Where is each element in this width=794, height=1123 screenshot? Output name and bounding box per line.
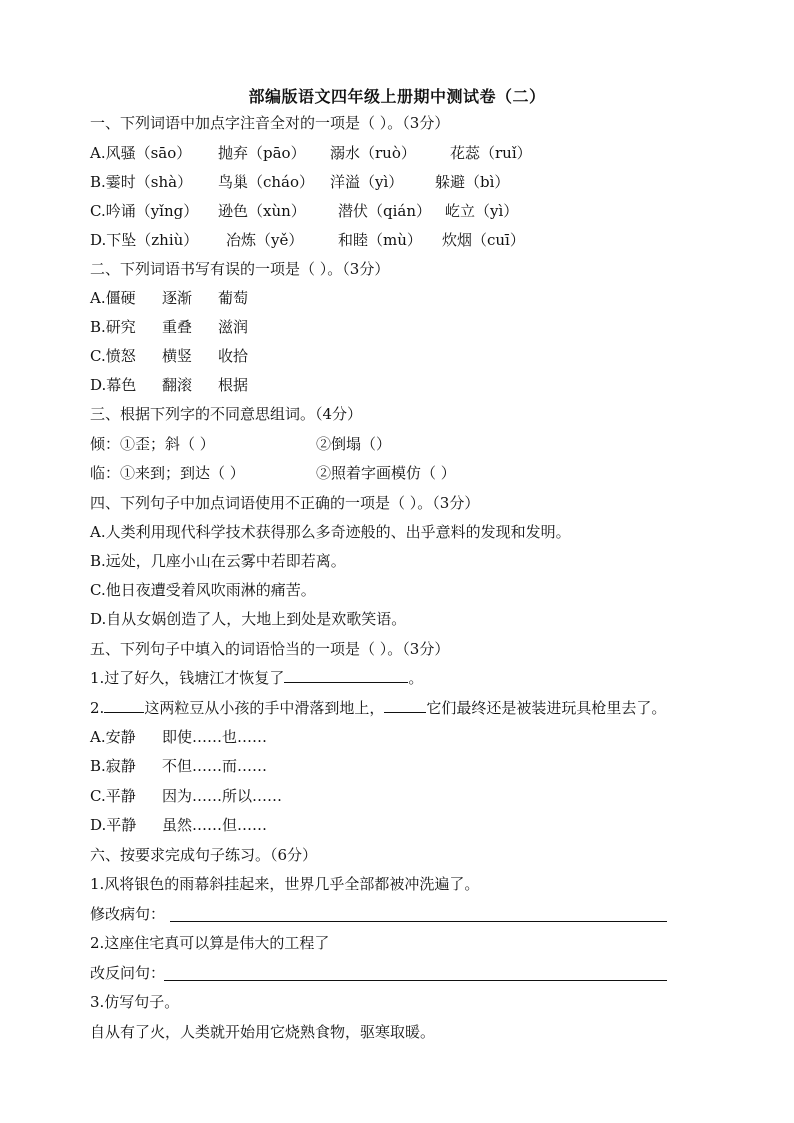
q1-c-1: C.吟诵（yǐng） xyxy=(90,202,199,220)
q5-c-2: 因为……所以…… xyxy=(162,787,283,805)
answer-blank[interactable] xyxy=(104,698,144,713)
page-title: 部编版语文四年级上册期中测试卷（二） xyxy=(248,87,546,106)
answer-blank[interactable] xyxy=(284,668,408,683)
q6-sentence-3: 3.仿写句子。 xyxy=(90,993,180,1011)
q1-c-4: 屹立（yì） xyxy=(445,202,519,220)
q5-s2-num: 2. xyxy=(90,699,105,717)
q1-d-4: 炊烟（cuī） xyxy=(442,231,525,249)
q1-b-4: 躲避（bì） xyxy=(435,173,510,191)
q5-sentence-2 xyxy=(90,698,666,718)
q1-d-2: 冶炼（yě） xyxy=(226,231,304,249)
q1-a-4: 花蕊（ruǐ） xyxy=(450,144,532,162)
q4-option: B.远处，几座小山在云雾中若即若离。 xyxy=(90,552,346,570)
q2-heading: 二、下列词语书写有误的一项是（ ）。（3分） xyxy=(90,260,390,278)
q5-heading: 五、下列句子中填入的词语恰当的一项是（ ）。（3分） xyxy=(90,640,450,658)
q1-c-3: 潜伏（qián） xyxy=(338,202,432,220)
q5-d-1: D.平静 xyxy=(90,816,137,834)
q3-heading: 三、根据下列字的不同意思组词。（4分） xyxy=(90,405,363,423)
q5-b-1: B.寂静 xyxy=(90,757,136,775)
q2-b-2: 重叠 xyxy=(162,318,193,336)
answer-line[interactable] xyxy=(170,921,667,922)
q5-s2-text: 这两粒豆从小孩的手中滑落到地上， xyxy=(144,699,385,717)
q1-d-3: 和睦（mù） xyxy=(338,231,422,249)
q5-c-1: C.平静 xyxy=(90,787,136,805)
q3-row2-b: ②照着字画模仿（ ） xyxy=(316,464,456,482)
q3-row2-a: 临：①来到；到达（ ） xyxy=(90,464,245,482)
q6-sentence-1: 1.风将银色的雨幕斜挂起来，世界几乎全部都被冲洗遍了。 xyxy=(90,875,480,893)
q5-d-2: 虽然……但…… xyxy=(162,816,268,834)
q3-row1-a: 倾：①歪；斜（ ） xyxy=(90,435,215,453)
q2-a-2: 逐渐 xyxy=(162,289,193,307)
q2-a-3: 葡萄 xyxy=(218,289,249,307)
q6-example-text: 自从有了火，人类就开始用它烧熟食物，驱寒取暖。 xyxy=(90,1023,436,1041)
q4-option: A.人类利用现代科学技术获得那么多奇迹般的、出乎意料的发现和发明。 xyxy=(90,523,571,541)
q6-answer-label-2: 改反问句： xyxy=(90,964,166,982)
q6-answer-label-1: 修改病句： xyxy=(90,905,166,923)
q2-d-3: 根据 xyxy=(218,376,249,394)
q1-a-1: A.风骚（sāo） xyxy=(90,144,192,162)
q6-sentence-2: 2.这座住宅真可以算是伟大的工程了 xyxy=(90,934,330,952)
q5-s1-text: 1.过了好久，钱塘江才恢复了 xyxy=(90,669,285,687)
q3-row1-b: ②倒塌（） xyxy=(316,435,392,453)
q1-c-2: 逊色（xùn） xyxy=(218,202,306,220)
q5-s1-end: 。 xyxy=(408,669,424,687)
q5-s2-text2: 它们最终还是被装进玩具枪里去了。 xyxy=(426,699,667,717)
q4-option: D.自从女娲创造了人，大地上到处是欢歌笑语。 xyxy=(90,610,407,628)
q1-a-3: 溺水（ruò） xyxy=(330,144,416,162)
q5-a-2: 即使……也…… xyxy=(162,728,268,746)
q1-b-2: 鸟巢（cháo） xyxy=(218,173,315,191)
q2-c-2: 横竖 xyxy=(162,347,193,365)
q1-b-1: B.霎时（shà） xyxy=(90,173,193,191)
q2-b-1: B.研究 xyxy=(90,318,136,336)
q2-b-3: 滋润 xyxy=(218,318,249,336)
q5-a-1: A.安静 xyxy=(90,728,136,746)
q2-d-1: D.幕色 xyxy=(90,376,137,394)
q1-b-3: 洋溢（yì） xyxy=(330,173,404,191)
q2-a-1: A.僵硬 xyxy=(90,289,136,307)
q1-a-2: 抛弃（pāo） xyxy=(218,144,306,162)
q4-option: C.他日夜遭受着风吹雨淋的痛苦。 xyxy=(90,581,316,599)
answer-line[interactable] xyxy=(164,980,667,981)
q2-c-1: C.愤怒 xyxy=(90,347,136,365)
q5-sentence-1 xyxy=(90,668,423,688)
answer-blank[interactable] xyxy=(384,698,426,713)
q5-b-2: 不但……而…… xyxy=(162,757,268,775)
q2-d-2: 翻滚 xyxy=(162,376,193,394)
q4-heading: 四、下列句子中加点词语使用不正确的一项是（ ）。（3分） xyxy=(90,494,480,512)
q6-heading: 六、按要求完成句子练习。（6分） xyxy=(90,846,318,864)
q1-heading: 一、下列词语中加点字注音全对的一项是（ ）。（3分） xyxy=(90,114,450,132)
q2-c-3: 收拾 xyxy=(218,347,249,365)
q1-d-1: D.下坠（zhiù） xyxy=(90,231,199,249)
